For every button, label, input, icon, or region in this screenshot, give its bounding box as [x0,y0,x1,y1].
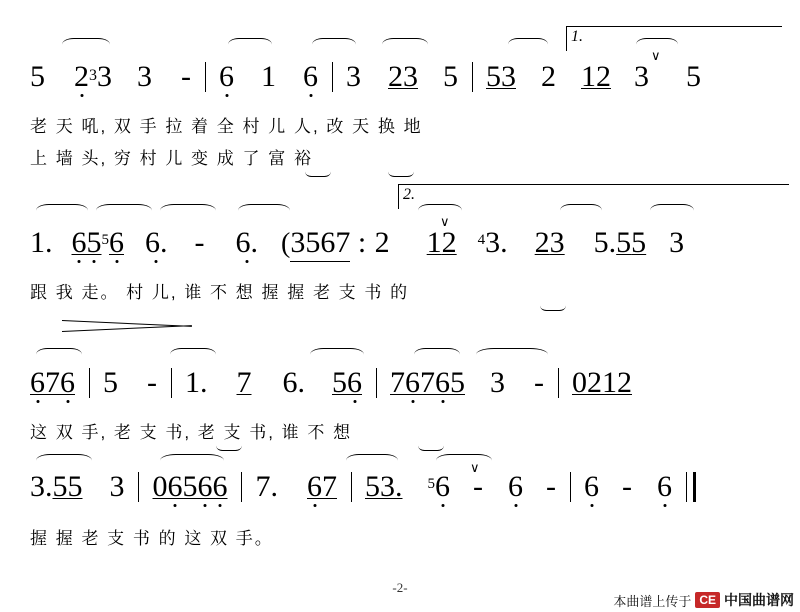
credit-site-name: 中国曲谱网 [724,592,794,608]
page-number: -2- [392,580,408,595]
lyrics-row-4: 握 握 老 支 书 的 这 双 手。 [30,529,274,548]
volta-label-2: 2. [403,186,415,203]
tie [305,166,331,177]
slur [228,38,272,51]
slur [508,38,548,51]
slur [310,348,364,361]
note-row-3: 676 5 - 1. 7 6. 56 76765 3 - 0212 [30,366,632,399]
tie [388,166,414,177]
note-row-4: 3.55 3 06566 7. 67 53. $^5$6 - 6 - 6 - 6 [30,470,702,504]
slur [312,38,356,51]
note-row-1: 5 $2^33$ 3 - 6 1 6 3 23 5 53 2 12 3 5 [30,60,701,93]
slur [476,348,548,361]
tie [418,440,444,451]
lyrics-row-2: 跟 我 走。 村 儿, 谁 不 想 握 握 老 支 书 的 [30,283,410,302]
slur [36,348,82,361]
slur [160,454,224,467]
site-credit [613,590,794,610]
credit-logo-icon: CE [695,592,720,608]
slur [62,38,110,51]
lyrics-row-3: 这 双 手, 老 支 书, 老 支 书, 谁 不 想 [30,423,353,442]
tie [540,300,566,311]
volta-label-1: 1. [571,28,583,45]
slur [160,204,216,217]
breath-mark: ∨ [440,214,450,229]
note-row-2: 1. $65^56$ 6. - 6. (3567 : 2 12 $^4$3. 23 5.55 3 [30,226,684,262]
slur [414,348,460,361]
credit-text: 本曲谱上传于 [613,593,692,609]
slur [650,204,694,217]
slur [96,204,152,217]
breath-mark: ∨ [651,48,661,63]
slur [382,38,428,51]
breath-mark: ∨ [470,460,480,475]
lyrics-row-1a: 老 天 吼, 双 手 拉 着 全 村 儿 人, 改 天 换 地 [30,117,423,136]
slur [436,454,492,467]
lyrics-row-1b: 上 墙 头, 穷 村 儿 变 成 了 富 裕 [30,149,313,168]
slur [238,204,290,217]
slur [36,454,92,467]
slur [560,204,602,217]
tie [216,440,242,451]
crescendo-hairpin [62,320,192,332]
slur [346,454,398,467]
slur [170,348,216,361]
slur [36,204,88,217]
